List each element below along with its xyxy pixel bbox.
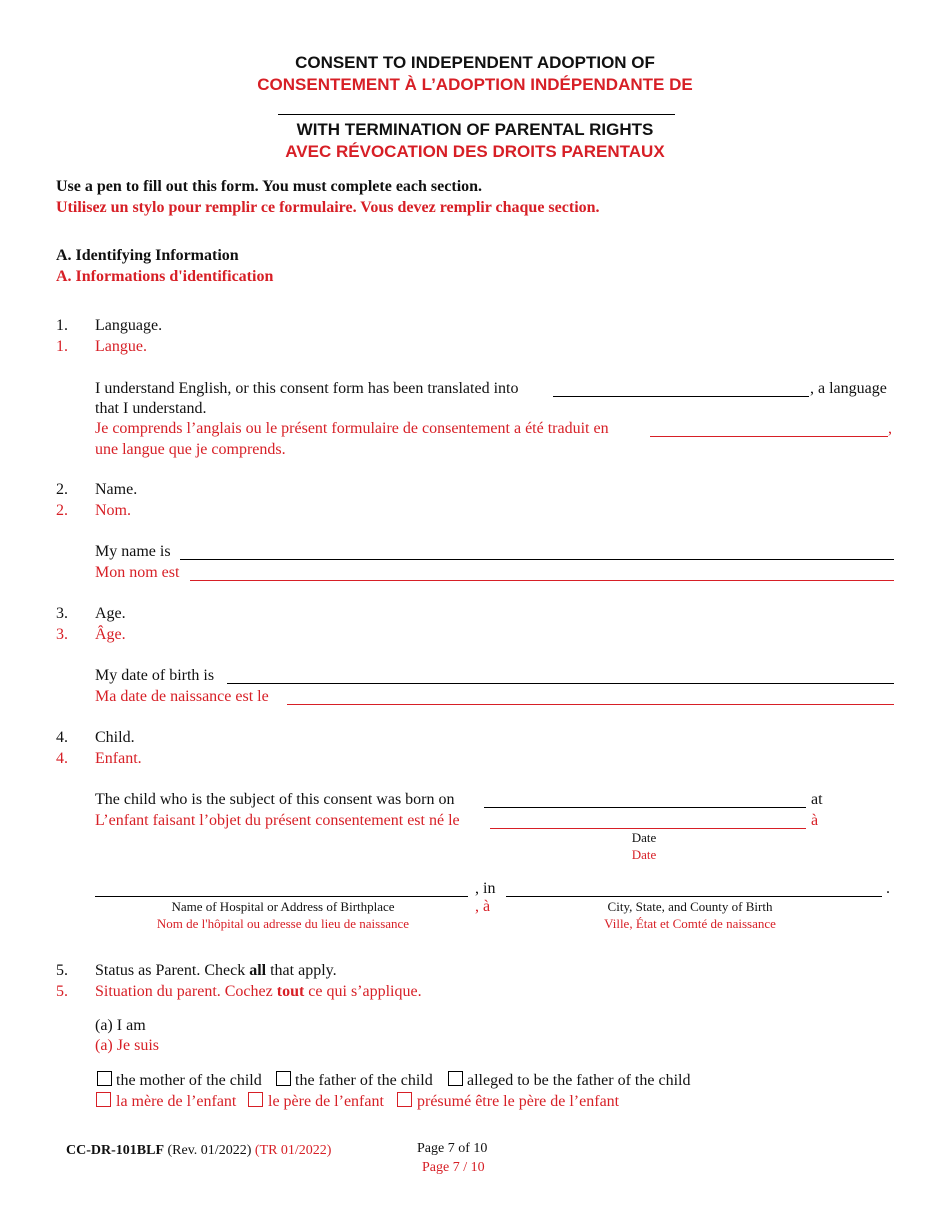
name-label: Name. [95, 481, 138, 498]
alleged-father-checkbox-fr[interactable] [397, 1092, 412, 1107]
name-input-line[interactable] [180, 559, 894, 560]
city-input-line[interactable] [506, 896, 882, 897]
section-a-heading-fr: A. Informations d'identification [56, 268, 274, 285]
dob-input-line[interactable] [227, 683, 894, 684]
section-a-heading: A. Identifying Information [56, 247, 239, 264]
age-label: Age. [95, 605, 126, 622]
mother-option-label: the mother of the child [116, 1072, 262, 1089]
item-number: 2. [56, 481, 68, 498]
child-label-fr: Enfant. [95, 750, 142, 767]
form-title: CONSENT TO INDEPENDENT ADOPTION OF [295, 53, 655, 72]
item-number: 1. [56, 317, 68, 334]
language-statement: I understand English, or this consent form has been translated into [95, 380, 519, 397]
form-code: CC-DR-101BLF (Rev. 01/2022) (TR 01/2022) [66, 1143, 332, 1158]
item-number-fr: 4. [56, 750, 68, 767]
date-caption: Date [631, 830, 657, 845]
language-input-line-fr[interactable] [650, 436, 888, 437]
name-label-fr: Nom. [95, 502, 131, 519]
father-option-label: the father of the child [295, 1072, 433, 1089]
form-subtitle-fr: AVEC RÉVOCATION DES DROITS PARENTAUX [285, 142, 665, 161]
page-number-fr: Page 7 / 10 [422, 1160, 485, 1175]
city-caption-fr: Ville, État et Comté de naissance [604, 916, 776, 931]
at-word: at [811, 791, 823, 808]
city-caption: City, State, and County of Birth [607, 899, 773, 914]
mother-checkbox[interactable] [97, 1071, 112, 1086]
page-number: Page 7 of 10 [417, 1141, 488, 1156]
alleged-father-checkbox[interactable] [448, 1071, 463, 1086]
language-statement-fr: Je comprends l’anglais ou le présent formulaire de consentement a été traduit en [95, 420, 609, 437]
item-number: 4. [56, 729, 68, 746]
item-number: 3. [56, 605, 68, 622]
adoptee-name-line[interactable] [278, 114, 675, 115]
alleged-father-option-label: alleged to be the father of the child [467, 1072, 691, 1089]
date-caption-fr: Date [631, 847, 657, 862]
mother-checkbox-fr[interactable] [96, 1092, 111, 1107]
mother-option-label-fr: la mère de l’enfant [116, 1093, 237, 1110]
instructions-fr: Utilisez un stylo pour remplir ce formulaire. Vous devez remplir chaque section. [56, 199, 600, 216]
language-statement-fr-cont: une langue que je comprends. [95, 441, 286, 458]
item-number-fr: 1. [56, 338, 68, 355]
hospital-caption-fr: Nom de l'hôpital ou adresse du lieu de naissance [156, 916, 410, 931]
in-word-fr: , à [475, 898, 491, 915]
item-number-fr: 3. [56, 626, 68, 643]
father-checkbox-fr[interactable] [248, 1092, 263, 1107]
in-word: , in [475, 880, 496, 897]
dob-statement: My date of birth is [95, 667, 215, 684]
hospital-input-line[interactable] [95, 896, 468, 897]
name-statement: My name is [95, 543, 171, 560]
status-label: Status as Parent. Check all that apply. [95, 962, 337, 979]
form-subtitle: WITH TERMINATION OF PARENTAL RIGHTS [296, 120, 654, 139]
instructions: Use a pen to fill out this form. You must complete each section. [56, 178, 483, 195]
status-label-fr: Situation du parent. Cochez tout ce qui s’applique. [95, 983, 422, 1000]
birth-date-input-line[interactable] [484, 807, 806, 808]
at-word-fr: à [811, 812, 819, 829]
dob-statement-fr: Ma date de naissance est le [95, 688, 269, 705]
child-birth-statement: The child who is the subject of this consent was born on [95, 791, 455, 808]
dob-input-line-fr[interactable] [287, 704, 894, 705]
period: . [886, 880, 890, 897]
item-number-fr: 2. [56, 502, 68, 519]
language-statement-cont: that I understand. [95, 400, 207, 417]
alleged-father-option-label-fr: présumé être le père de l’enfant [417, 1093, 620, 1110]
status-sub-a: (a) I am [95, 1017, 146, 1034]
name-statement-fr: Mon nom est [95, 564, 180, 581]
form-title-fr: CONSENTEMENT À L’ADOPTION INDÉPENDANTE DE [257, 75, 693, 94]
child-label: Child. [95, 729, 135, 746]
father-checkbox[interactable] [276, 1071, 291, 1086]
item-number: 5. [56, 962, 68, 979]
age-label-fr: Âge. [95, 626, 126, 643]
father-option-label-fr: le père de l’enfant [268, 1093, 384, 1110]
language-input-line[interactable] [553, 396, 809, 397]
birth-date-input-line-fr[interactable] [490, 828, 806, 829]
language-statement-fr-suffix: , [888, 420, 892, 437]
item-number-fr: 5. [56, 983, 68, 1000]
language-label: Language. [95, 317, 163, 334]
name-input-line-fr[interactable] [190, 580, 894, 581]
language-label-fr: Langue. [95, 338, 147, 355]
hospital-caption: Name of Hospital or Address of Birthplace [171, 899, 395, 914]
status-sub-a-fr: (a) Je suis [95, 1037, 159, 1054]
child-birth-statement-fr: L’enfant faisant l’objet du présent consentement est né le [95, 812, 460, 829]
language-statement-suffix: , a language [810, 380, 887, 397]
